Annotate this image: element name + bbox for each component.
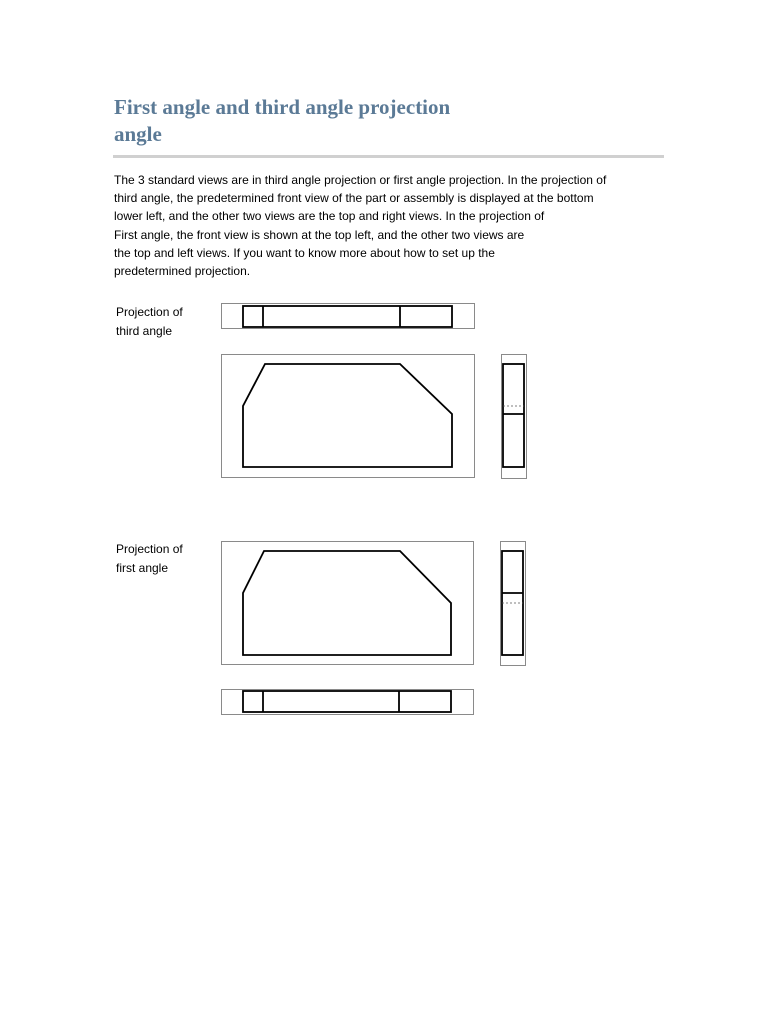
left-view-frame (501, 542, 526, 666)
third-angle-drawing (222, 304, 527, 479)
first-angle-left-view (501, 542, 526, 666)
intro-line: third angle, the predetermined front view of the part or assembly is displayed at the bottom (114, 191, 594, 206)
first-angle-label-line-1: Projection of (116, 542, 183, 556)
top-view-frame (222, 690, 474, 715)
intro-line: predetermined projection. (114, 264, 251, 279)
top-view-outline (243, 306, 452, 327)
third-angle-label-line-1: Projection of (116, 305, 183, 319)
top-view-outline (243, 691, 451, 712)
front-view-outline (243, 364, 452, 467)
first-angle-label-line-2: first angle (116, 561, 169, 575)
right-view-frame (502, 355, 527, 479)
third-angle-label-line-2: third angle (116, 324, 173, 338)
first-angle-drawing (222, 542, 526, 715)
intro-line: First angle, the front view is shown at the top left, and the other two views are (114, 227, 525, 242)
page-title-line-2: angle (114, 122, 162, 146)
intro-line: the top and left views. If you want to know more about how to set up the (114, 245, 495, 260)
top-view-frame (222, 304, 475, 329)
page-title-line-1: First angle and third angle projection (114, 95, 451, 119)
third-angle-front-view (222, 355, 475, 478)
first-angle-front-view (222, 542, 474, 665)
intro-line: The 3 standard views are in third angle projection or first angle projection. In the projection of (114, 173, 607, 187)
right-view-outline (503, 364, 524, 467)
front-view-outline (243, 551, 451, 655)
third-angle-top-view (222, 304, 475, 329)
intro-line: lower left, and the other two views are the top and right views. In the projection of (114, 209, 545, 224)
third-angle-right-view (502, 355, 527, 479)
first-angle-top-view (222, 690, 474, 715)
